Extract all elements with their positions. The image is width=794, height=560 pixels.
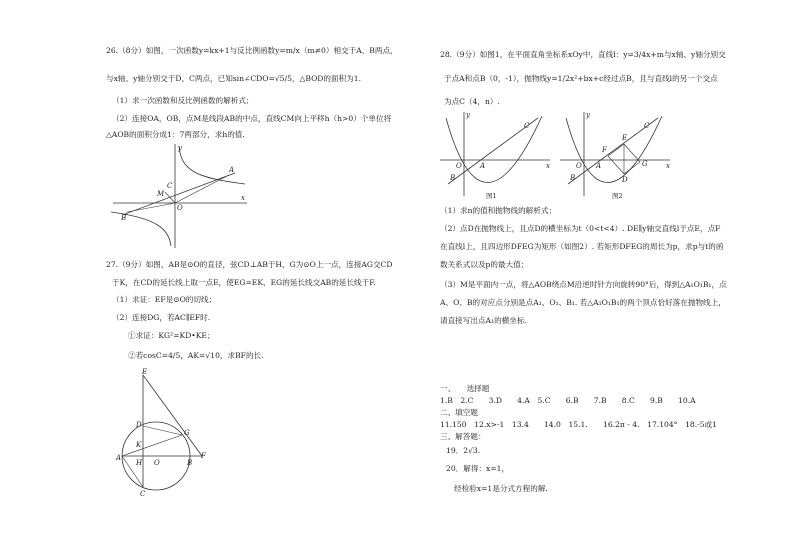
fig26-point-c: C [167,182,173,190]
fig1-x-label: x [546,162,550,170]
fig1-caption: 图1 [486,192,497,200]
fig2-point-f: F [602,146,607,154]
answers-20-check: 经检验x=1是分式方程的解. [454,484,548,493]
q28-part2c: 数关系式以及p的最大值； [440,260,529,269]
figure-26 [105,140,255,250]
q28-line2: 于点A和点B（0，-1），抛物线y=1/2x²+bx+c经过点B，且与直线l的另一个交点 [444,74,718,83]
fig2-point-e: E [622,134,628,142]
fig27-point-a: A [116,454,122,462]
fig27-point-h: H [136,459,143,467]
fig27-point-e: E [142,368,148,376]
answers-choice-row: 1.B 2.C 3.D 4.A 5.C 6.B 7.B 8.C 9.B 10.A [440,396,696,405]
fig1-y-label: y [466,111,470,119]
q27-sub1: ①求证：KG²=KD•KE； [128,331,215,340]
q28-part2a: （2）点D在抛物线上，且点D的横坐标为t（0<t<4）. DE∥y轴交直线l于点E，点F [440,224,721,233]
fig26-x-label: x [241,194,245,202]
fig27-point-f: F [201,452,206,460]
fig26-y-label: y [178,144,182,152]
fig1-point-o: O [456,162,462,170]
fig2-point-b: B [570,174,576,182]
fig2-point-o: O [576,162,582,170]
fig1-point-b: B [450,174,456,182]
q28-part3c: 请直接写出点A₁的横坐标. [440,316,527,325]
fig26-point-b: B [121,214,127,222]
fig1-point-a: A [480,162,486,170]
answers-fill-row: 11.150 12.x>-1 13.4 14.0 15.1. 16.2π - 4. 17.104° 18.-5或1 [440,420,717,429]
fig2-y-label: y [586,111,590,119]
q26-line1: 26.（8分）如图，一次函数y=kx+1与反比例函数y=m/x（m≠0）相交于A、B两点， [106,46,398,55]
q28-part1: （1）求n的值和抛物线的解析式； [440,206,557,215]
fig27-point-o: O [154,459,160,467]
figure-28-1 [436,108,554,200]
q27-part2: （2）连接DG，若AC∥EF时. [112,313,211,322]
q28-line3: 为点C（4，n）. [444,97,500,106]
q26-part1: （1）求一次函数和反比例函数的解析式； [112,96,254,105]
fig27-point-c: C [140,490,146,498]
q28-part2b: 在直线l上，且四边形DFEG为矩形（如图2）. 若矩形DFEG的周长为p，求p与t的函 [440,242,724,251]
q26-part2a: （2）连接OA，OB，点M是线段AB的中点，直线CM向上平移h（h>0）个单位将 [112,114,392,123]
fig1-point-c: C [524,122,530,130]
figure-27 [112,365,217,500]
q28-line1: 28.（9分）如图1，在平面直角坐标系xOy中，直线l：y=3/4x+m与x轴、y轴分别交 [440,50,726,59]
fig2-point-a: A [596,162,602,170]
q27-sub2: ②若cosC=4/5，AK=√10，求BF的长. [128,351,264,360]
fig27-point-b: B [187,459,193,467]
q28-part3a: （3）M是平面内一点，将△AOB绕点M沿逆时针方向旋转90°后，得到△A₁O₁B₁，点 [440,280,727,289]
q27-line2: 于K，在CD的延长线上取一点E，使EG=EK，EG的延长线交AB的延长线于F. [112,278,376,287]
q26-line2: 与x轴、y轴分别交于D、C两点，已知sin∠CDO=√5/5，△BOD的面积为1. [106,74,361,83]
answers-heading-solve: 三、解答题： [440,432,486,441]
fig2-caption: 图2 [612,192,623,200]
fig26-point-m: M [157,190,165,198]
fig2-point-c: C [644,122,650,130]
fig27-point-g: G [184,429,190,437]
fig27-point-d: D [136,421,142,429]
q26-part2b: △AOB的面积分成1：7两部分，求h的值. [106,130,245,139]
q27-part1: （1）求证：EF是⊙O的切线； [112,295,217,304]
answers-20: 20．解得：x=1， [446,464,510,473]
fig2-point-d: D [622,176,628,184]
fig27-point-k: K [136,441,142,449]
figure-28-2 [556,108,674,200]
fig2-point-g: G [642,160,648,168]
answers-heading-fill: 二、填空题 [440,408,478,417]
fig2-x-label: x [666,162,670,170]
q27-line1: 27.（9分）如图，AB是⊙O的直径，弦CD⊥AB于H，G为⊙O上一点，连接AG交CD [106,260,393,269]
answers-19: 19．2√3. [446,446,481,455]
answers-heading-choice: 一、 选择题 [440,384,490,393]
fig26-point-a: A [229,166,235,174]
fig26-point-o: O [177,204,183,212]
q28-part3b: A、O、B的对应点分别是点A₁、O₁、B₁. 若△A₁O₁B₁的两个顶点恰好落在抛物线上， [440,298,726,307]
